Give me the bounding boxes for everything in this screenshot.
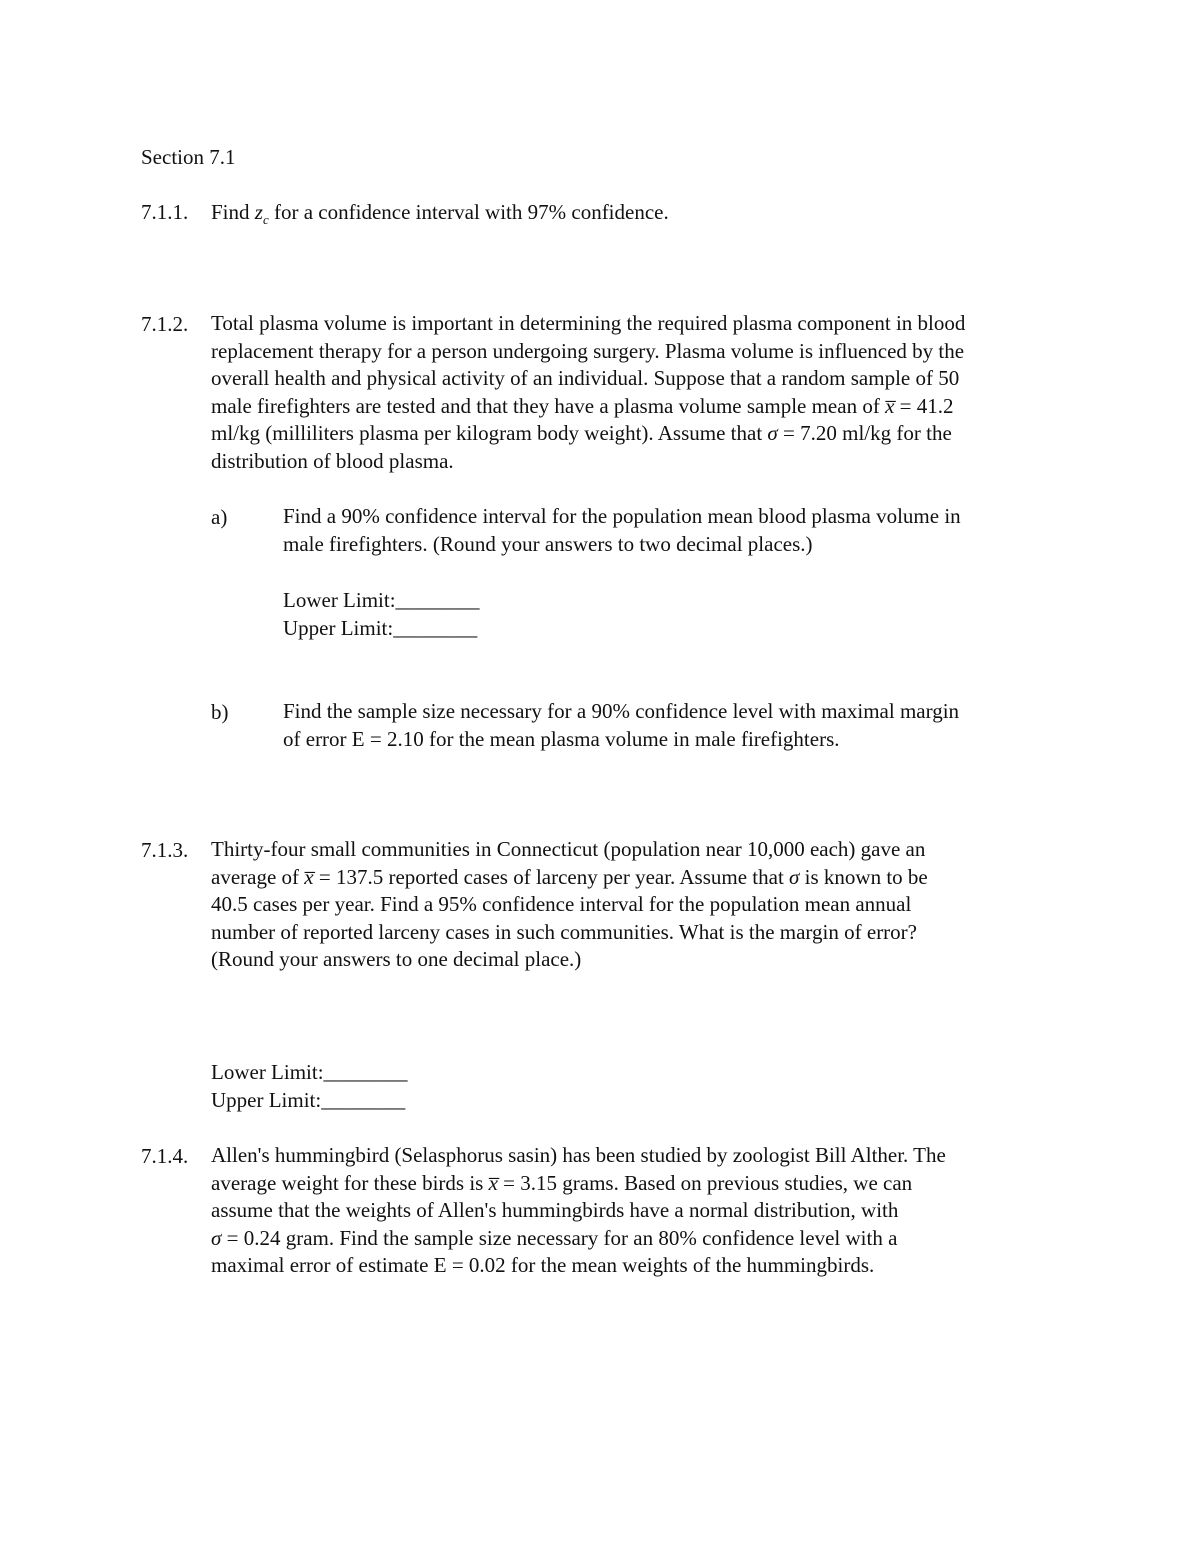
text-line: Total plasma volume is important in determining the required plasma component in blood [211,311,966,335]
z-symbol: z [254,200,263,224]
text-line [211,393,965,421]
text-line [211,864,928,892]
question-text [211,310,965,476]
text-segment: average of [211,864,305,889]
text-line: number of reported larceny cases in such communities. What is the margin of error? [211,919,917,944]
answer-blanks [283,587,480,642]
text-line: Find a 90% confidence interval for the population mean blood plasma volume in [283,504,961,528]
text-segment: ml/kg (milliliters plasma per kilogram body weight). Assume that [211,421,768,446]
text-line: (Round your answers to one decimal place.) [211,947,582,972]
sigma-symbol: σ [211,1225,222,1250]
text-segment: for a confidence interval with 97% confidence. [268,200,669,224]
question-number: 7.1.2. [141,312,189,336]
text-line [211,1225,946,1253]
text-line [211,1170,946,1198]
part-label: a) [211,505,228,529]
xbar-symbol: x̅ [304,864,314,889]
text-line: replacement therapy for a person undergoing surgery. Plasma volume is influenced by the [211,338,965,363]
lower-limit-blank: Lower Limit:________ [283,588,480,612]
text-line: Allen's hummingbird (Selasphorus sasin) has been studied by zoologist Bill Alther. The [211,1143,946,1167]
text-segment: male firefighters are tested and that they have a plasma volume sample mean of [211,393,886,418]
text-segment: is known to be [799,864,928,889]
question-number: 7.1.1. [141,200,189,224]
text-line: male firefighters. (Round your answers to two decimal places.) [283,531,813,556]
upper-limit-blank: Upper Limit:________ [283,615,478,640]
question-text [211,1142,946,1280]
section-title: Section 7.1 [141,145,236,169]
text-segment: = 3.15 grams. Based on previous studies, we can [497,1170,913,1195]
part-text [283,503,961,558]
text-line [211,420,965,448]
question-text [211,836,928,974]
z-subscript: c [262,212,269,228]
text-segment: = 7.20 ml/kg for the [777,421,952,446]
question-number: 7.1.4. [141,1144,189,1168]
part-text [283,698,959,753]
text-line: 40.5 cases per year. Find a 95% confidence interval for the population mean annual [211,892,912,917]
xbar-symbol: x̅ [885,393,895,418]
upper-limit-blank: Upper Limit:________ [211,1087,406,1112]
text-segment: Find [211,200,255,224]
lower-limit-blank: Lower Limit:________ [211,1060,408,1084]
text-line: overall health and physical activity of an individual. Suppose that a random sample of 50 [211,366,960,391]
text-segment: = 41.2 [894,393,954,418]
text-segment: average weight for these birds is [211,1170,489,1195]
question-text [211,198,669,234]
text-line: of error E = 2.10 for the mean plasma volume in male firefighters. [283,726,840,751]
text-line: assume that the weights of Allen's hummingbirds have a normal distribution, with [211,1198,899,1223]
text-line: Thirty-four small communities in Connecticut (population near 10,000 each) gave an [211,837,926,861]
sigma-symbol: σ [789,864,800,889]
text-line: maximal error of estimate E = 0.02 for the mean weights of the hummingbirds. [211,1253,875,1278]
question-number: 7.1.3. [141,838,189,862]
xbar-symbol: x̅ [488,1170,498,1195]
text-line: Find the sample size necessary for a 90% confidence level with maximal margin [283,699,960,723]
text-segment: = 0.24 gram. Find the sample size necessary for an 80% confidence level with a [221,1225,898,1250]
part-label: b) [211,700,229,724]
text-line: distribution of blood plasma. [211,448,454,473]
sigma-symbol: σ [767,421,778,446]
text-segment: = 137.5 reported cases of larceny per year. Assume that [313,864,790,889]
answer-blanks [211,1059,408,1114]
